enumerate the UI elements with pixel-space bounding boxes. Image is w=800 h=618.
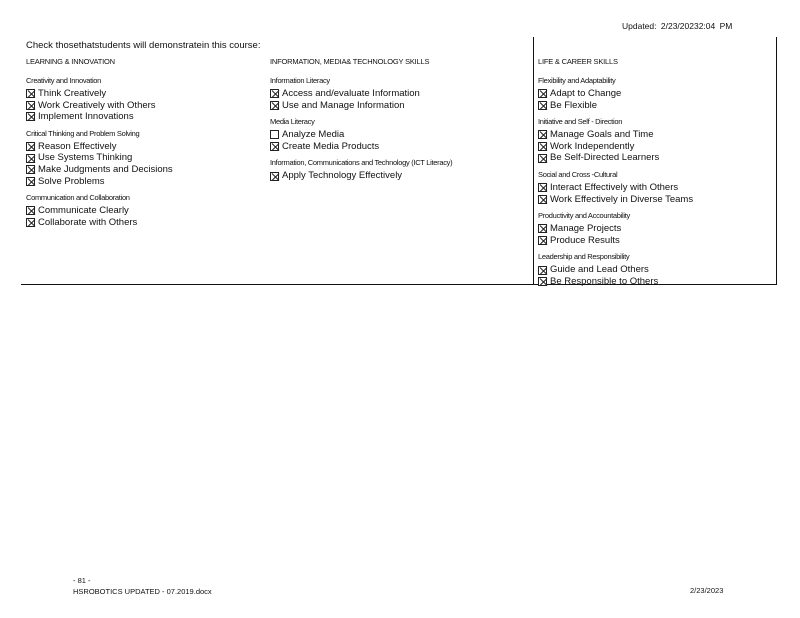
skill-label: Adapt to Change [550,88,622,99]
column-heading: LEARNING & INNOVATION [26,57,115,66]
skill-group-title: Communication and Collaboration [26,193,130,203]
skill-label: Be Flexible [550,99,597,111]
skill-label: Interact Effectively with Others [550,181,679,193]
skill-group-title: Media Literacy [270,117,315,127]
skill-group-title: Initiative and Self - Direction [538,117,623,127]
updated-label: Updated: [622,21,657,31]
skill-item[interactable] [26,217,256,229]
skill-checkbox[interactable] [270,142,279,151]
skill-group-title: Leadership and Responsibility [538,252,630,262]
skill-item[interactable] [270,88,510,100]
skill-item[interactable] [538,152,768,164]
skill-item[interactable] [26,100,256,112]
skill-label: Manage Goals and Time [550,129,654,141]
skill-item[interactable] [538,276,768,288]
skill-item[interactable] [538,235,768,247]
footer-left [73,575,212,597]
skill-label: Work Effectively in Diverse Teams [550,193,694,205]
skill-label: Use and Manage Information [282,99,405,111]
skill-checkbox[interactable] [538,224,547,233]
skill-checkbox[interactable] [538,101,547,110]
skill-item[interactable] [538,100,768,112]
skill-item[interactable] [270,100,510,112]
skill-group [270,75,510,111]
skill-checkbox[interactable] [26,206,35,215]
skill-checkbox[interactable] [26,177,35,186]
skill-item[interactable] [26,141,256,153]
skill-group-title: Information, Communications and Technology (ICT Literacy) [270,158,453,168]
skill-checkbox[interactable] [270,172,279,181]
column-divider [533,37,534,285]
skill-checkbox[interactable] [26,218,35,227]
skill-group [26,128,256,187]
updated-stamp [622,21,732,31]
column-learning-innovation [26,57,256,233]
skill-checkbox[interactable] [538,130,547,139]
document-filename: HSROBOTICS UPDATED - 07.2019.docx [73,587,212,596]
skill-checkbox[interactable] [26,101,35,110]
skill-group-title: Flexibility and Adaptability [538,76,616,85]
skill-label: Guide and Lead Others [550,264,649,276]
skill-checkbox[interactable] [26,89,35,98]
skill-group [270,157,510,182]
skill-checkbox[interactable] [538,142,547,151]
skill-checkbox[interactable] [538,154,547,163]
skill-item[interactable] [538,264,768,276]
skill-label: Reason Effectively [38,140,117,152]
skill-label: Solve Problems [38,175,105,187]
skill-checkbox[interactable] [270,130,279,139]
skill-item[interactable] [538,88,768,100]
skill-group [538,169,768,205]
skill-label: Use Systems Thinking [38,152,133,164]
skill-label: Think Creatively [38,88,107,99]
skill-item[interactable] [270,170,510,182]
skill-checkbox[interactable] [538,89,547,98]
skill-checkbox[interactable] [26,154,35,163]
skill-label: Work Independently [550,140,635,152]
skill-item[interactable] [538,182,768,194]
skill-label: Access and/evaluate Information [282,88,420,99]
column-heading: LIFE & CAREER SKILLS [538,57,618,66]
column-heading: INFORMATION, MEDIA& TECHNOLOGY SKILLS [270,57,430,66]
skill-group [538,75,768,111]
skill-label: Make Judgments and Decisions [38,163,173,175]
skill-checkbox[interactable] [270,89,279,98]
skill-checkbox[interactable] [538,236,547,245]
page-number: - 81 - [73,576,91,585]
skill-checkbox[interactable] [538,195,547,204]
skill-item[interactable] [26,164,256,176]
skill-label: Create Media Products [282,140,380,152]
skill-group-title: Productivity and Accountability [538,211,631,221]
skill-checkbox[interactable] [26,142,35,151]
skill-checkbox[interactable] [538,277,547,286]
column-life-career [538,57,768,293]
skill-item[interactable] [538,194,768,206]
skill-group [538,210,768,246]
skill-item[interactable] [270,141,510,153]
skill-group [538,251,768,287]
skill-group-title: Creativity and Innovation [26,76,102,85]
skill-label: Apply Technology Effectively [282,170,403,182]
skill-item[interactable] [26,176,256,188]
skill-group [270,116,510,152]
skill-item[interactable] [538,141,768,153]
skill-group-title: Social and Cross -Cultural [538,169,618,179]
skill-label: Analyze Media [282,129,345,141]
skill-label: Implement Innovations [38,111,134,123]
skill-item[interactable] [26,152,256,164]
skill-label: Communicate Clearly [38,205,129,217]
skill-group [26,75,256,123]
skill-group [538,116,768,164]
skill-group-title: Information Literacy [270,76,330,85]
skill-label: Produce Results [550,234,620,246]
skill-item[interactable] [270,129,510,141]
skill-group [26,192,256,228]
skill-item[interactable] [26,88,256,100]
skill-item[interactable] [538,223,768,235]
skill-checkbox[interactable] [270,101,279,110]
intro-text: Check thosethatstudents will demonstratein this course: [26,40,261,51]
skill-label: Be Self-Directed Learners [550,152,660,164]
skill-checkbox[interactable] [26,165,35,174]
footer-date: 2/23/2023 [690,586,724,595]
skill-item[interactable] [26,111,256,123]
skill-item[interactable] [26,205,256,217]
skill-label: Be Responsible to Others [550,275,659,287]
skill-label: Manage Projects [550,223,622,235]
skill-item[interactable] [538,129,768,141]
skill-checkbox[interactable] [538,183,547,192]
skill-label: Work Creatively with Others [38,99,156,111]
updated-value: 2/23/20232:04 PM [660,21,733,31]
skill-checkbox[interactable] [26,112,35,121]
skill-label: Collaborate with Others [38,216,138,228]
skill-checkbox[interactable] [538,266,547,275]
column-information-media-technology [270,57,510,187]
skill-group-title: Critical Thinking and Problem Solving [26,128,140,138]
